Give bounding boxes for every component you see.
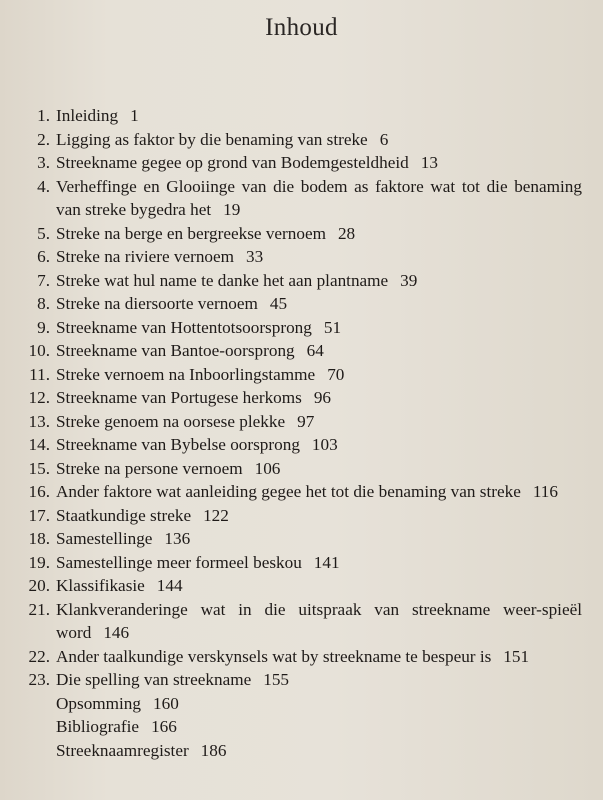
toc-page: 97 bbox=[297, 411, 315, 431]
toc-page: 116 bbox=[532, 482, 558, 501]
toc-entry bbox=[22, 175, 582, 222]
toc-page: 13 bbox=[420, 153, 438, 172]
toc-entry bbox=[22, 410, 582, 434]
toc-number: 12. bbox=[28, 388, 50, 407]
toc-subentry-title: Bibliografie bbox=[56, 717, 140, 736]
toc-entry bbox=[22, 551, 582, 575]
toc-title: Verheffinge en Glooiinge van die bodem as faktore wat tot die benaming van streke bygedra het bbox=[56, 176, 582, 219]
toc-page: 166 bbox=[151, 717, 177, 736]
toc-entry bbox=[22, 151, 582, 175]
toc-title: Ander faktore wat aanleiding gegee het tot die benaming van streke bbox=[56, 482, 521, 501]
toc-number: 9. bbox=[37, 317, 50, 337]
toc-title: Samestellinge bbox=[56, 529, 153, 548]
toc-title: Streke na riviere vernoem bbox=[56, 247, 235, 266]
toc-title: Streekname gegee op grond van Bodemgesteldheid bbox=[56, 153, 409, 172]
toc-subentry-title: Opsomming bbox=[56, 693, 141, 713]
toc-entry bbox=[22, 292, 582, 316]
toc-entry bbox=[22, 504, 582, 528]
toc-number: 17. bbox=[28, 505, 50, 525]
toc-page: 151 bbox=[503, 646, 530, 666]
toc-entry bbox=[22, 527, 582, 551]
toc-title: Streke na persone vernoem bbox=[56, 458, 243, 478]
toc-number: 15. bbox=[28, 458, 50, 478]
toc-title: Die spelling van streekname bbox=[56, 670, 252, 689]
table-of-contents bbox=[22, 104, 582, 762]
toc-entry bbox=[22, 316, 582, 340]
toc-page: 103 bbox=[311, 435, 338, 454]
toc-page: 33 bbox=[246, 247, 264, 266]
toc-title: Ander taalkundige verskynsels wat by streekname te bespeur is bbox=[56, 646, 492, 666]
toc-number: 4. bbox=[37, 176, 50, 196]
toc-title: Samestellinge meer formeel beskou bbox=[56, 552, 302, 572]
toc-title: Inleiding bbox=[56, 106, 119, 125]
toc-number: 22. bbox=[28, 646, 50, 666]
toc-entry bbox=[22, 339, 582, 363]
toc-subentry bbox=[56, 715, 582, 739]
toc-title: Streke na diersoorte vernoem bbox=[56, 294, 258, 313]
toc-title: Streke wat hul name te danke het aan plantname bbox=[56, 270, 389, 290]
toc-page: 144 bbox=[156, 576, 183, 595]
toc-page: 141 bbox=[313, 552, 340, 572]
toc-page: 106 bbox=[254, 458, 281, 478]
toc-page: 122 bbox=[203, 505, 229, 525]
toc-subentry bbox=[56, 739, 582, 763]
toc-number: 20. bbox=[28, 576, 50, 595]
toc-page: 96 bbox=[313, 388, 331, 407]
toc-page: 186 bbox=[200, 740, 227, 760]
toc-title: Klankveranderinge wat in die uitspraak van streekname weer-spieël word bbox=[56, 599, 582, 642]
toc-title: Streekname van Hottentotsoorsprong bbox=[56, 317, 312, 337]
toc-page: 1 bbox=[130, 106, 139, 125]
toc-entry bbox=[22, 222, 582, 246]
toc-title: Streke na berge en bergreekse vernoem bbox=[56, 223, 326, 243]
toc-number: 1. bbox=[37, 106, 50, 125]
toc-title: Streke vernoem na Inboorlingstamme bbox=[56, 364, 316, 384]
toc-page: 6 bbox=[379, 129, 389, 149]
toc-title: Streekname van Bybelse oorsprong bbox=[56, 435, 300, 454]
toc-page: 155 bbox=[263, 670, 289, 689]
toc-page: 136 bbox=[164, 529, 191, 548]
toc-number: 21. bbox=[28, 599, 50, 619]
toc-title: Klassifikasie bbox=[56, 576, 145, 595]
toc-page: 45 bbox=[269, 294, 288, 313]
toc-entry bbox=[22, 104, 582, 128]
toc-entry bbox=[22, 598, 582, 645]
toc-number: 8. bbox=[37, 294, 50, 313]
toc-entry bbox=[22, 269, 582, 293]
toc-page: 28 bbox=[337, 223, 356, 243]
toc-number: 18. bbox=[28, 529, 50, 548]
toc-title: Streekname van Bantoe-oorsprong bbox=[56, 341, 295, 360]
toc-number: 11. bbox=[29, 364, 50, 384]
toc-subentry-title: Streeknaamregister bbox=[56, 740, 189, 760]
toc-entry bbox=[22, 574, 582, 598]
toc-entry bbox=[22, 645, 582, 669]
toc-number: 7. bbox=[37, 270, 50, 290]
toc-title: Ligging as faktor by die benaming van streke bbox=[56, 129, 368, 149]
toc-entry bbox=[22, 480, 582, 504]
toc-page: 39 bbox=[400, 270, 418, 290]
toc-page: 19 bbox=[223, 200, 241, 219]
toc-entry bbox=[22, 386, 582, 410]
toc-page: 160 bbox=[153, 693, 179, 713]
toc-page: 146 bbox=[103, 623, 130, 642]
toc-page: 70 bbox=[327, 364, 345, 384]
toc-entry bbox=[22, 363, 582, 387]
toc-title: Streke genoem na oorsese plekke bbox=[56, 411, 286, 431]
toc-number: 14. bbox=[28, 435, 50, 454]
toc-subentry bbox=[56, 692, 582, 716]
toc-title: Streekname van Portugese herkoms bbox=[56, 388, 302, 407]
toc-number: 6. bbox=[37, 247, 50, 266]
toc-page: 64 bbox=[306, 341, 324, 360]
page-title: Inhoud bbox=[265, 14, 338, 41]
toc-entry bbox=[22, 128, 582, 152]
toc-entry bbox=[22, 668, 582, 692]
toc-number: 13. bbox=[28, 411, 50, 431]
toc-number: 10. bbox=[28, 341, 50, 360]
toc-number: 3. bbox=[37, 153, 50, 172]
toc-entry bbox=[22, 457, 582, 481]
toc-number: 2. bbox=[37, 129, 50, 149]
toc-number: 5. bbox=[37, 223, 50, 243]
toc-entry bbox=[22, 433, 582, 457]
toc-title: Staatkundige streke bbox=[56, 505, 192, 525]
toc-number: 16. bbox=[28, 482, 50, 501]
toc-number: 19. bbox=[28, 552, 50, 572]
toc-entry bbox=[22, 245, 582, 269]
toc-number: 23. bbox=[28, 670, 50, 689]
toc-page: 51 bbox=[323, 317, 342, 337]
